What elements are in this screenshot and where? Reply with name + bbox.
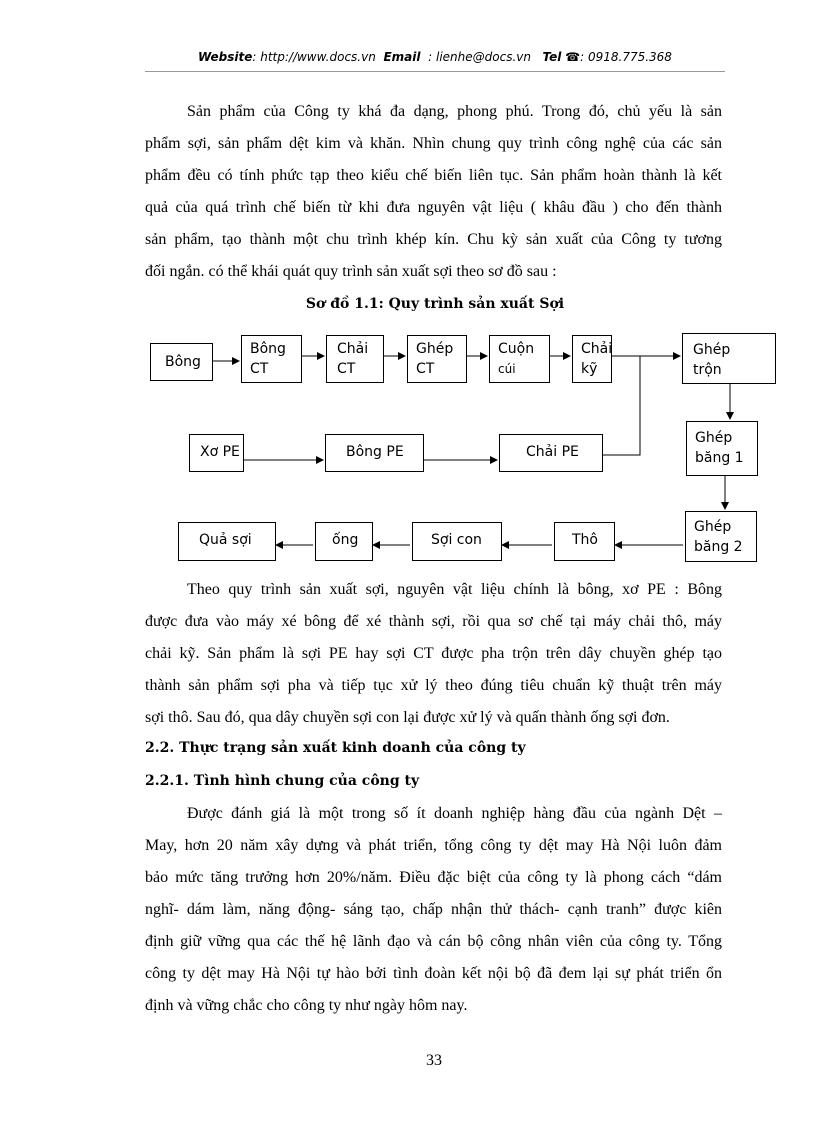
- intro-line: quả của quá trình chế biến từ khi đưa nguyên vật liệu ( khâu đầu ) cho đến thành: [145, 199, 722, 216]
- tel-label: Tel: [542, 50, 562, 64]
- node-bong: Bông: [150, 343, 213, 381]
- node-chai-ct: Chải CT: [326, 335, 384, 383]
- intro-line: phẩm sợi, sản phẩm dệt kim và khăn. Nhìn chung quy trình công nghệ của các sản: [145, 135, 722, 152]
- page-number: 33: [426, 1052, 442, 1069]
- general-paragraph: [145, 798, 722, 1022]
- general-line: May, hơn 20 năm xây dựng và phát triển, tổng công ty dệt may Hà Nội luôn đảm: [145, 837, 722, 854]
- general-line: nghĩ- dám làm, năng động- sáng tạo, chấp nhận thử thách- cạnh tranh” được kiên: [145, 901, 722, 918]
- website-value: : http://www.docs.vn: [252, 50, 376, 64]
- general-line: Được đánh giá là một trong số ít doanh nghiệp hàng đầu của ngành Dệt –: [187, 805, 722, 822]
- node-ghep-bang-2: Ghép băng 2: [685, 511, 757, 562]
- node-ong: ống: [315, 522, 373, 561]
- node-ghep-tron: Ghép trộn: [682, 333, 776, 384]
- website-label: Website: [198, 50, 253, 64]
- process-line: được đưa vào máy xé bông để xé thành sợi, rồi qua sơ chế tại máy chải thô, máy: [145, 613, 722, 630]
- node-qua-soi: Quả sợi: [178, 522, 276, 561]
- node-chai-ky: Chải kỹ: [572, 335, 612, 383]
- general-line: công ty dệt may Hà Nội tự hào bởi tình đoàn kết nội bộ đã đem lại sự phát triển ổn: [145, 965, 722, 982]
- node-bong-ct: Bông CT: [241, 335, 302, 383]
- node-ghep-bang-1: Ghép băng 1: [686, 421, 758, 476]
- tel-value: ☎: 0918.775.368: [565, 50, 672, 64]
- process-line: thành sản phẩm sợi pha và tiếp tục xử lý theo đúng tiêu chuẩn kỹ thuật trên máy: [145, 677, 722, 694]
- section-heading-2-2-1: 2.2.1. Tình hình chung của công ty: [145, 773, 420, 789]
- node-bong-pe: Bông PE: [325, 434, 424, 472]
- intro-line: Sản phẩm của Công ty khá đa dạng, phong phú. Trong đó, chủ yếu là sản: [187, 103, 722, 120]
- process-line: Theo quy trình sản xuất sợi, nguyên vật liệu chính là bông, xơ PE : Bông: [187, 581, 722, 598]
- node-chai-pe: Chải PE: [499, 434, 603, 472]
- diagram-caption: Sơ đồ 1.1: Quy trình sản xuất Sợi: [305, 296, 565, 312]
- intro-line: đối ngắn. có thể khái quát quy trình sản xuất sợi theo sơ đồ sau :: [145, 263, 557, 280]
- process-line: sợi thô. Sau đó, qua dây chuyền sợi con lại được xử lý và quấn thành ống sợi đơn.: [145, 709, 670, 726]
- process-paragraph: [145, 574, 722, 734]
- email-value: : lienhe@docs.vn: [428, 50, 531, 64]
- intro-line: sản phẩm, tạo thành một chu trình khép kín. Chu kỳ sản xuất của Công ty tương: [145, 231, 722, 248]
- section-heading-2-2: 2.2. Thực trạng sản xuất kinh doanh của công ty: [145, 740, 526, 756]
- node-tho: Thô: [554, 522, 615, 561]
- email-label: Email: [383, 50, 421, 64]
- general-line: định giữ vững qua các thế hệ lãnh đạo và cán bộ công nhân viên của công ty. Tổng: [145, 933, 722, 950]
- general-line: định và vững chắc cho công ty như ngày hôm nay.: [145, 997, 468, 1014]
- node-cuon-cui: Cuộn cúi: [489, 335, 550, 383]
- node-soi-con: Sợi con: [412, 522, 502, 561]
- general-line: bảo mức tăng trưởng hơn 20%/năm. Điều đặc biệt của công ty là phong cách “dám: [145, 869, 722, 886]
- node-xo-pe: Xơ PE: [189, 434, 244, 472]
- intro-line: phẩm đều có tính phức tạp theo kiểu chế biến liên tục. Sản phẩm hoàn thành là kết: [145, 167, 722, 184]
- process-line: chải kỹ. Sản phẩm là sợi PE hay sợi CT được pha trộn trên dây chuyền ghép tạo: [145, 645, 722, 662]
- node-ghep-ct: Ghép CT: [407, 335, 467, 383]
